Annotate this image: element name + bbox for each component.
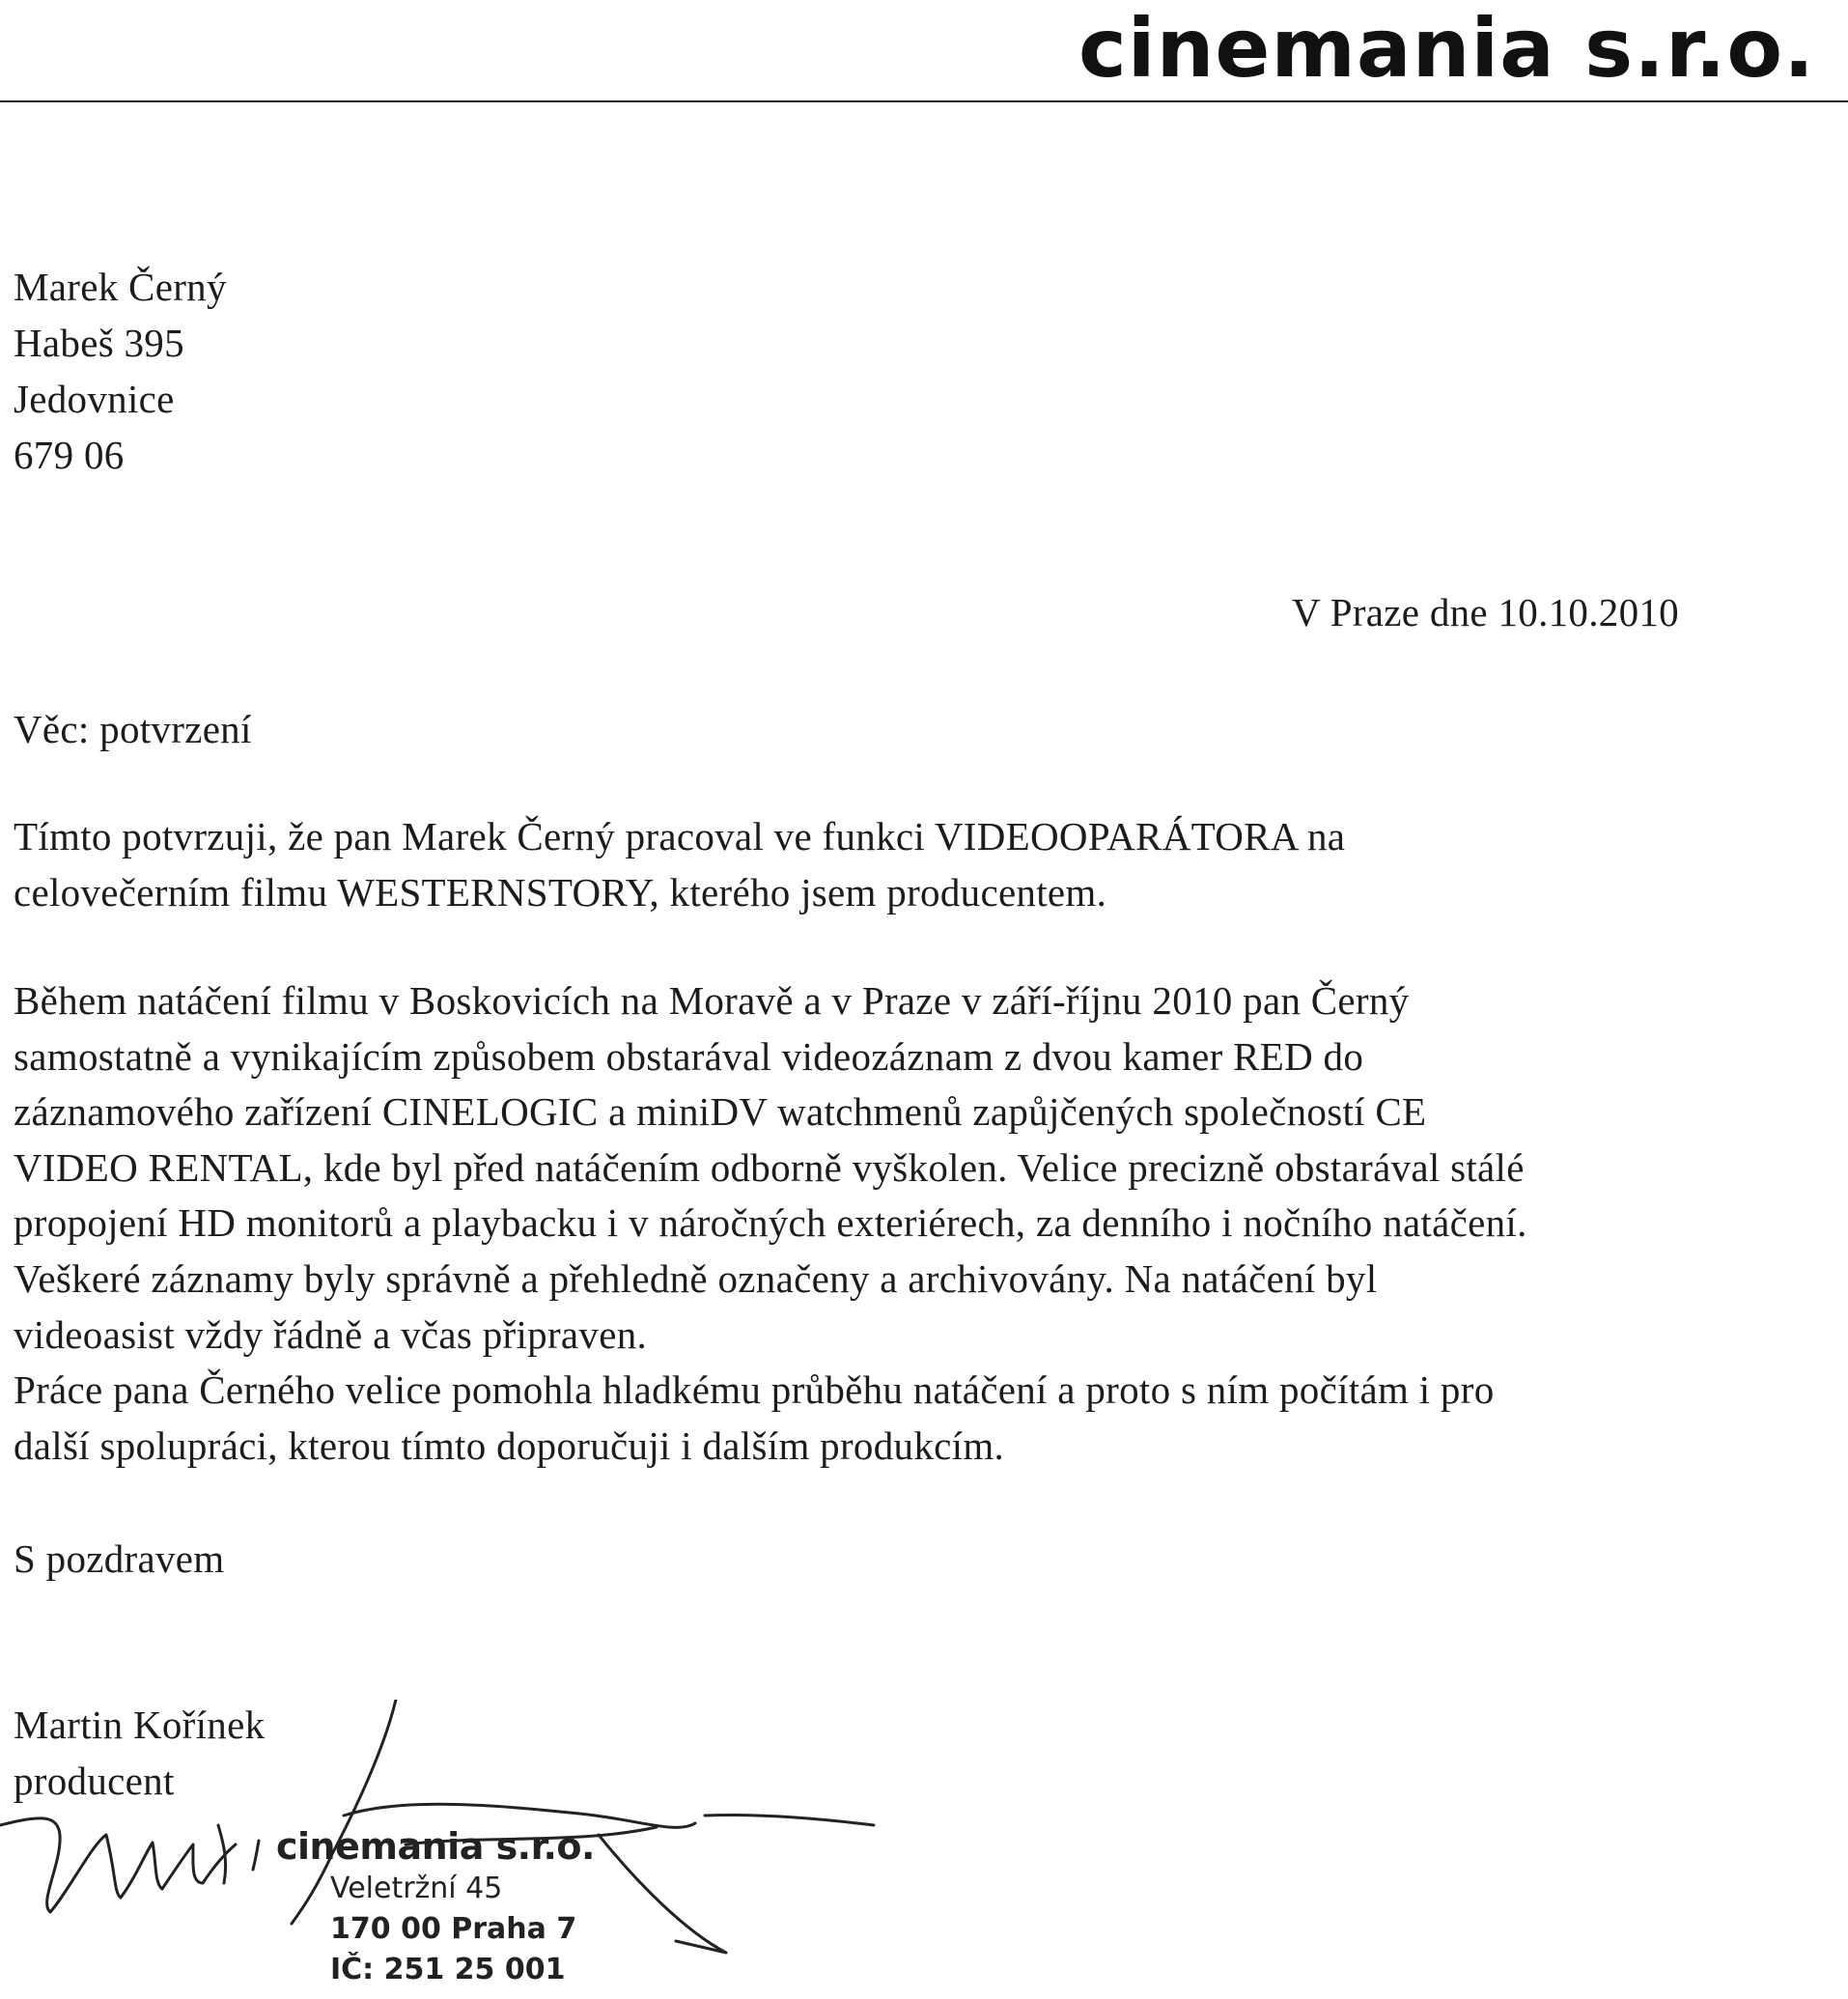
- letterhead-company-name: cinemania s.r.o.: [1078, 1, 1815, 96]
- body-paragraph-2: [14, 973, 1527, 1474]
- paragraph-line: Tímto potvrzuji, že pan Marek Černý pracoval ve funkci VIDEOOPARÁTORA na: [14, 814, 1346, 859]
- recipient-city: Jedovnice: [14, 377, 175, 421]
- company-stamp: [276, 1825, 817, 1999]
- stamp-city: 170 00 Praha 7: [330, 1912, 577, 1946]
- paragraph-line: samostatně a vynikajícím způsobem obstarával videozáznam z dvou kamer RED do: [14, 1033, 1364, 1079]
- body-paragraph-1: [14, 808, 1345, 920]
- paragraph-line: Veškeré záznamy byly správně a přehledně označeny a archivovány. Na natáčení byl: [14, 1255, 1378, 1301]
- letterhead-rule: [0, 100, 1848, 102]
- letter-date: V Praze dne 10.10.2010: [1292, 590, 1679, 634]
- letter-subject: Věc: potvrzení: [14, 707, 252, 751]
- stamp-ico: IČ: 251 25 001: [330, 1953, 566, 1986]
- stamp-street: Veletržní 45: [330, 1872, 503, 1905]
- paragraph-line: Práce pana Černého velice pomohla hladkému průběhu natáčení a proto s ním počítám i pro: [14, 1367, 1495, 1413]
- paragraph-line: celovečerním filmu WESTERNSTORY, kterého jsem producentem.: [14, 870, 1107, 915]
- recipient-address: [14, 259, 227, 483]
- paragraph-line: Během natáčení filmu v Boskovicích na Moravě a v Praze v září-říjnu 2010 pan Černý: [14, 978, 1410, 1023]
- paragraph-line: videoasist vždy řádně a včas připraven.: [14, 1311, 648, 1357]
- letter-closing: S pozdravem: [14, 1536, 225, 1581]
- recipient-postal-code: 679 06: [14, 433, 125, 477]
- paragraph-line: VIDEO RENTAL, kde byl před natáčením odborně vyškolen. Velice precizně obstarával stálé: [14, 1144, 1525, 1190]
- recipient-street: Habeš 395: [14, 321, 184, 365]
- stamp-company: cinemania s.r.o.: [276, 1825, 595, 1868]
- recipient-name: Marek Černý: [14, 265, 227, 309]
- paragraph-line: propojení HD monitorů a playbacku i v náročných exteriérech, za denního i nočního natáčení.: [14, 1200, 1527, 1246]
- signer-role: producent: [14, 1759, 175, 1803]
- paragraph-line: další spolupráci, kterou tímto doporučuji i dalším produkcím.: [14, 1422, 1005, 1468]
- paragraph-line: záznamového zařízení CINELOGIC a miniDV watchmenů zapůjčených společností CE: [14, 1089, 1427, 1135]
- signer-name: Martin Kořínek: [14, 1703, 266, 1747]
